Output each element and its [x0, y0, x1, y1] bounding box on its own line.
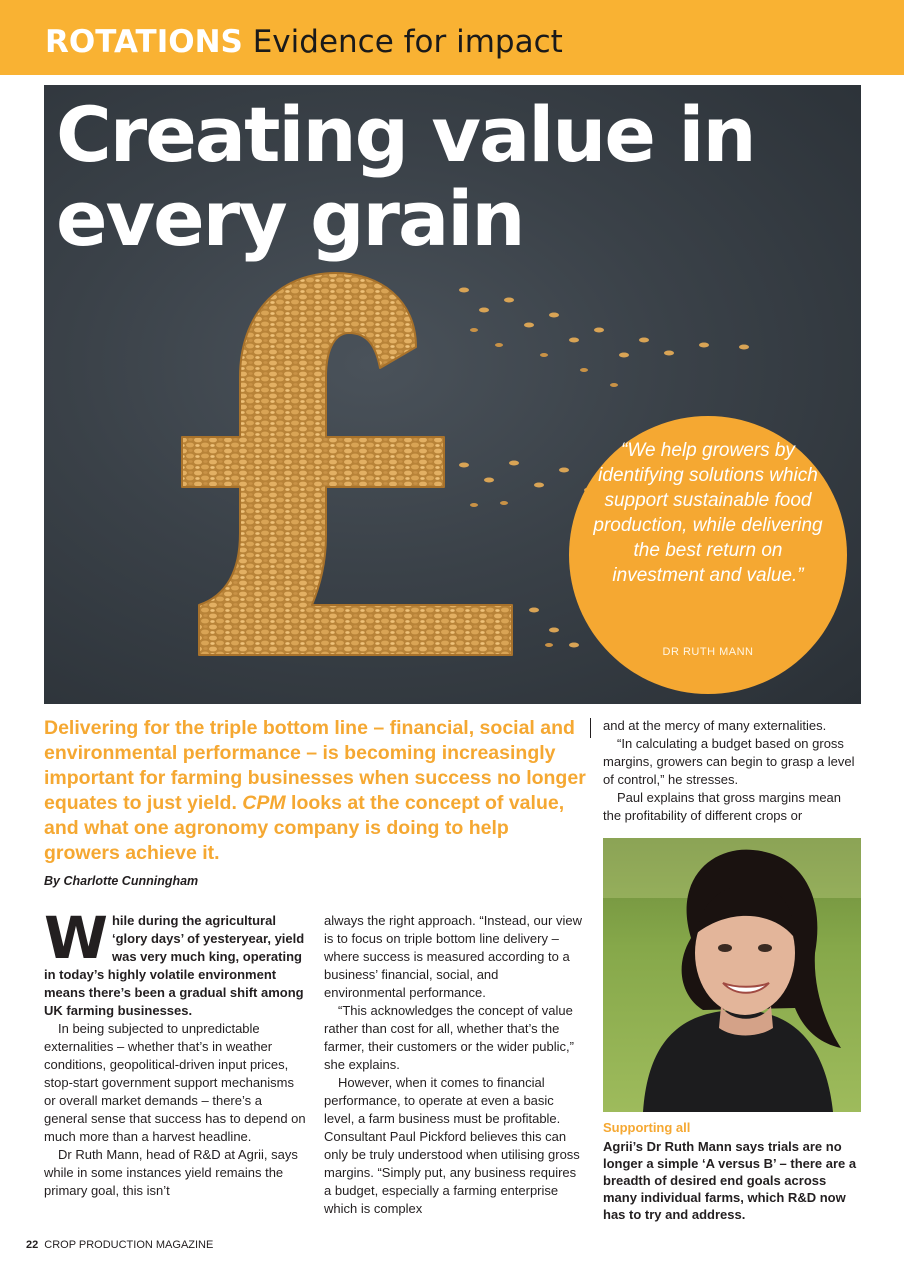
body-paragraph: Dr Ruth Mann, head of R&D at Agrii, says while in some instances yield remains the primary goal, this isn’t [44, 1147, 298, 1198]
pull-quote-attribution: DR RUTH MANN [662, 646, 754, 658]
page-number: 22 [26, 1239, 39, 1251]
pull-quote-text: “We help growers by identifying solutions which support sustainable food production, while delivering the best return on investment and value.” [593, 440, 823, 586]
standfirst-emphasis: CPM [242, 792, 286, 814]
headline-line-1: Creating value in [56, 90, 755, 179]
portrait-photo [603, 838, 861, 1112]
caption-body: Agrii’s Dr Ruth Mann says trials are no longer a simple ‘A versus B’ – there are a breadth of desired end goals across many individual farms, which R&D now has to try and address. [603, 1139, 857, 1222]
body-paragraph: However, when it comes to financial performance, to operate at even a basic level, a farm business must be profitable. Consultant Paul Pickford believes this can only be truly understood when utilising gross margins. “Simply put, any business requires a budget, especially a farming enterprise which is complex [324, 1075, 580, 1216]
section-header-band [0, 0, 904, 75]
drop-cap: W [44, 904, 108, 972]
body-column-1 [44, 904, 306, 1200]
lead-paragraph [44, 904, 306, 1020]
publication-name: CROP PRODUCTION MAGAZINE [44, 1239, 214, 1251]
byline: By Charlotte Cunningham [44, 874, 199, 888]
topic-label: Evidence for impact [252, 24, 563, 60]
headline-line-2: every grain [56, 174, 524, 263]
body-column-3 [603, 717, 860, 825]
body-paragraph: always the right approach. “Instead, our view is to focus on triple bottom line delivery – where success is measured according to a business’ financial, social, and environmental performance. [324, 913, 582, 1000]
caption-title: Supporting all [603, 1120, 691, 1135]
column-divider [590, 718, 591, 738]
section-kicker [45, 20, 563, 64]
standfirst [44, 716, 589, 866]
pull-quote-circle [569, 416, 847, 694]
page-footer [26, 1238, 213, 1252]
portrait-illustration [603, 838, 861, 1112]
lead-text: hile during the agricultural ‘glory days’ of yesteryear, yield was very much king, operating in today’s highly volatile environment means there’s been a gradual shift among UK farming businesses. [44, 913, 305, 1018]
standfirst-text-before: Delivering for the triple bottom line – financial, social and environmental performance – is becoming increasingly important for farming businesses when success no longer equates to just yield. [44, 717, 586, 814]
body-paragraph: Paul explains that gross margins mean the profitability of different crops or [603, 790, 842, 823]
body-paragraph: “This acknowledges the concept of value rather than cost for all, whether that’s the farmer, their customers or the wider public,” she explains. [324, 1003, 574, 1072]
headline [56, 90, 755, 263]
body-paragraph: “In calculating a budget based on gross margins, growers can begin to grasp a level of control,” he stresses. [603, 736, 855, 787]
standfirst-text-after: looks at the concept of value, and what one agronomy company is doing to help growers achieve it. [44, 792, 565, 864]
body-paragraph: In being subjected to unpredictable externalities – whether that’s in weather conditions, geopolitical-driven input prices, stop-start government support mechanisms or overall market demands – there’s a general sense that success has to depend on much more than a harvest headline. [44, 1021, 306, 1144]
body-column-2 [324, 912, 582, 1218]
body-paragraph: and at the mercy of many externalities. [603, 718, 827, 733]
section-label: ROTATIONS [45, 24, 243, 60]
